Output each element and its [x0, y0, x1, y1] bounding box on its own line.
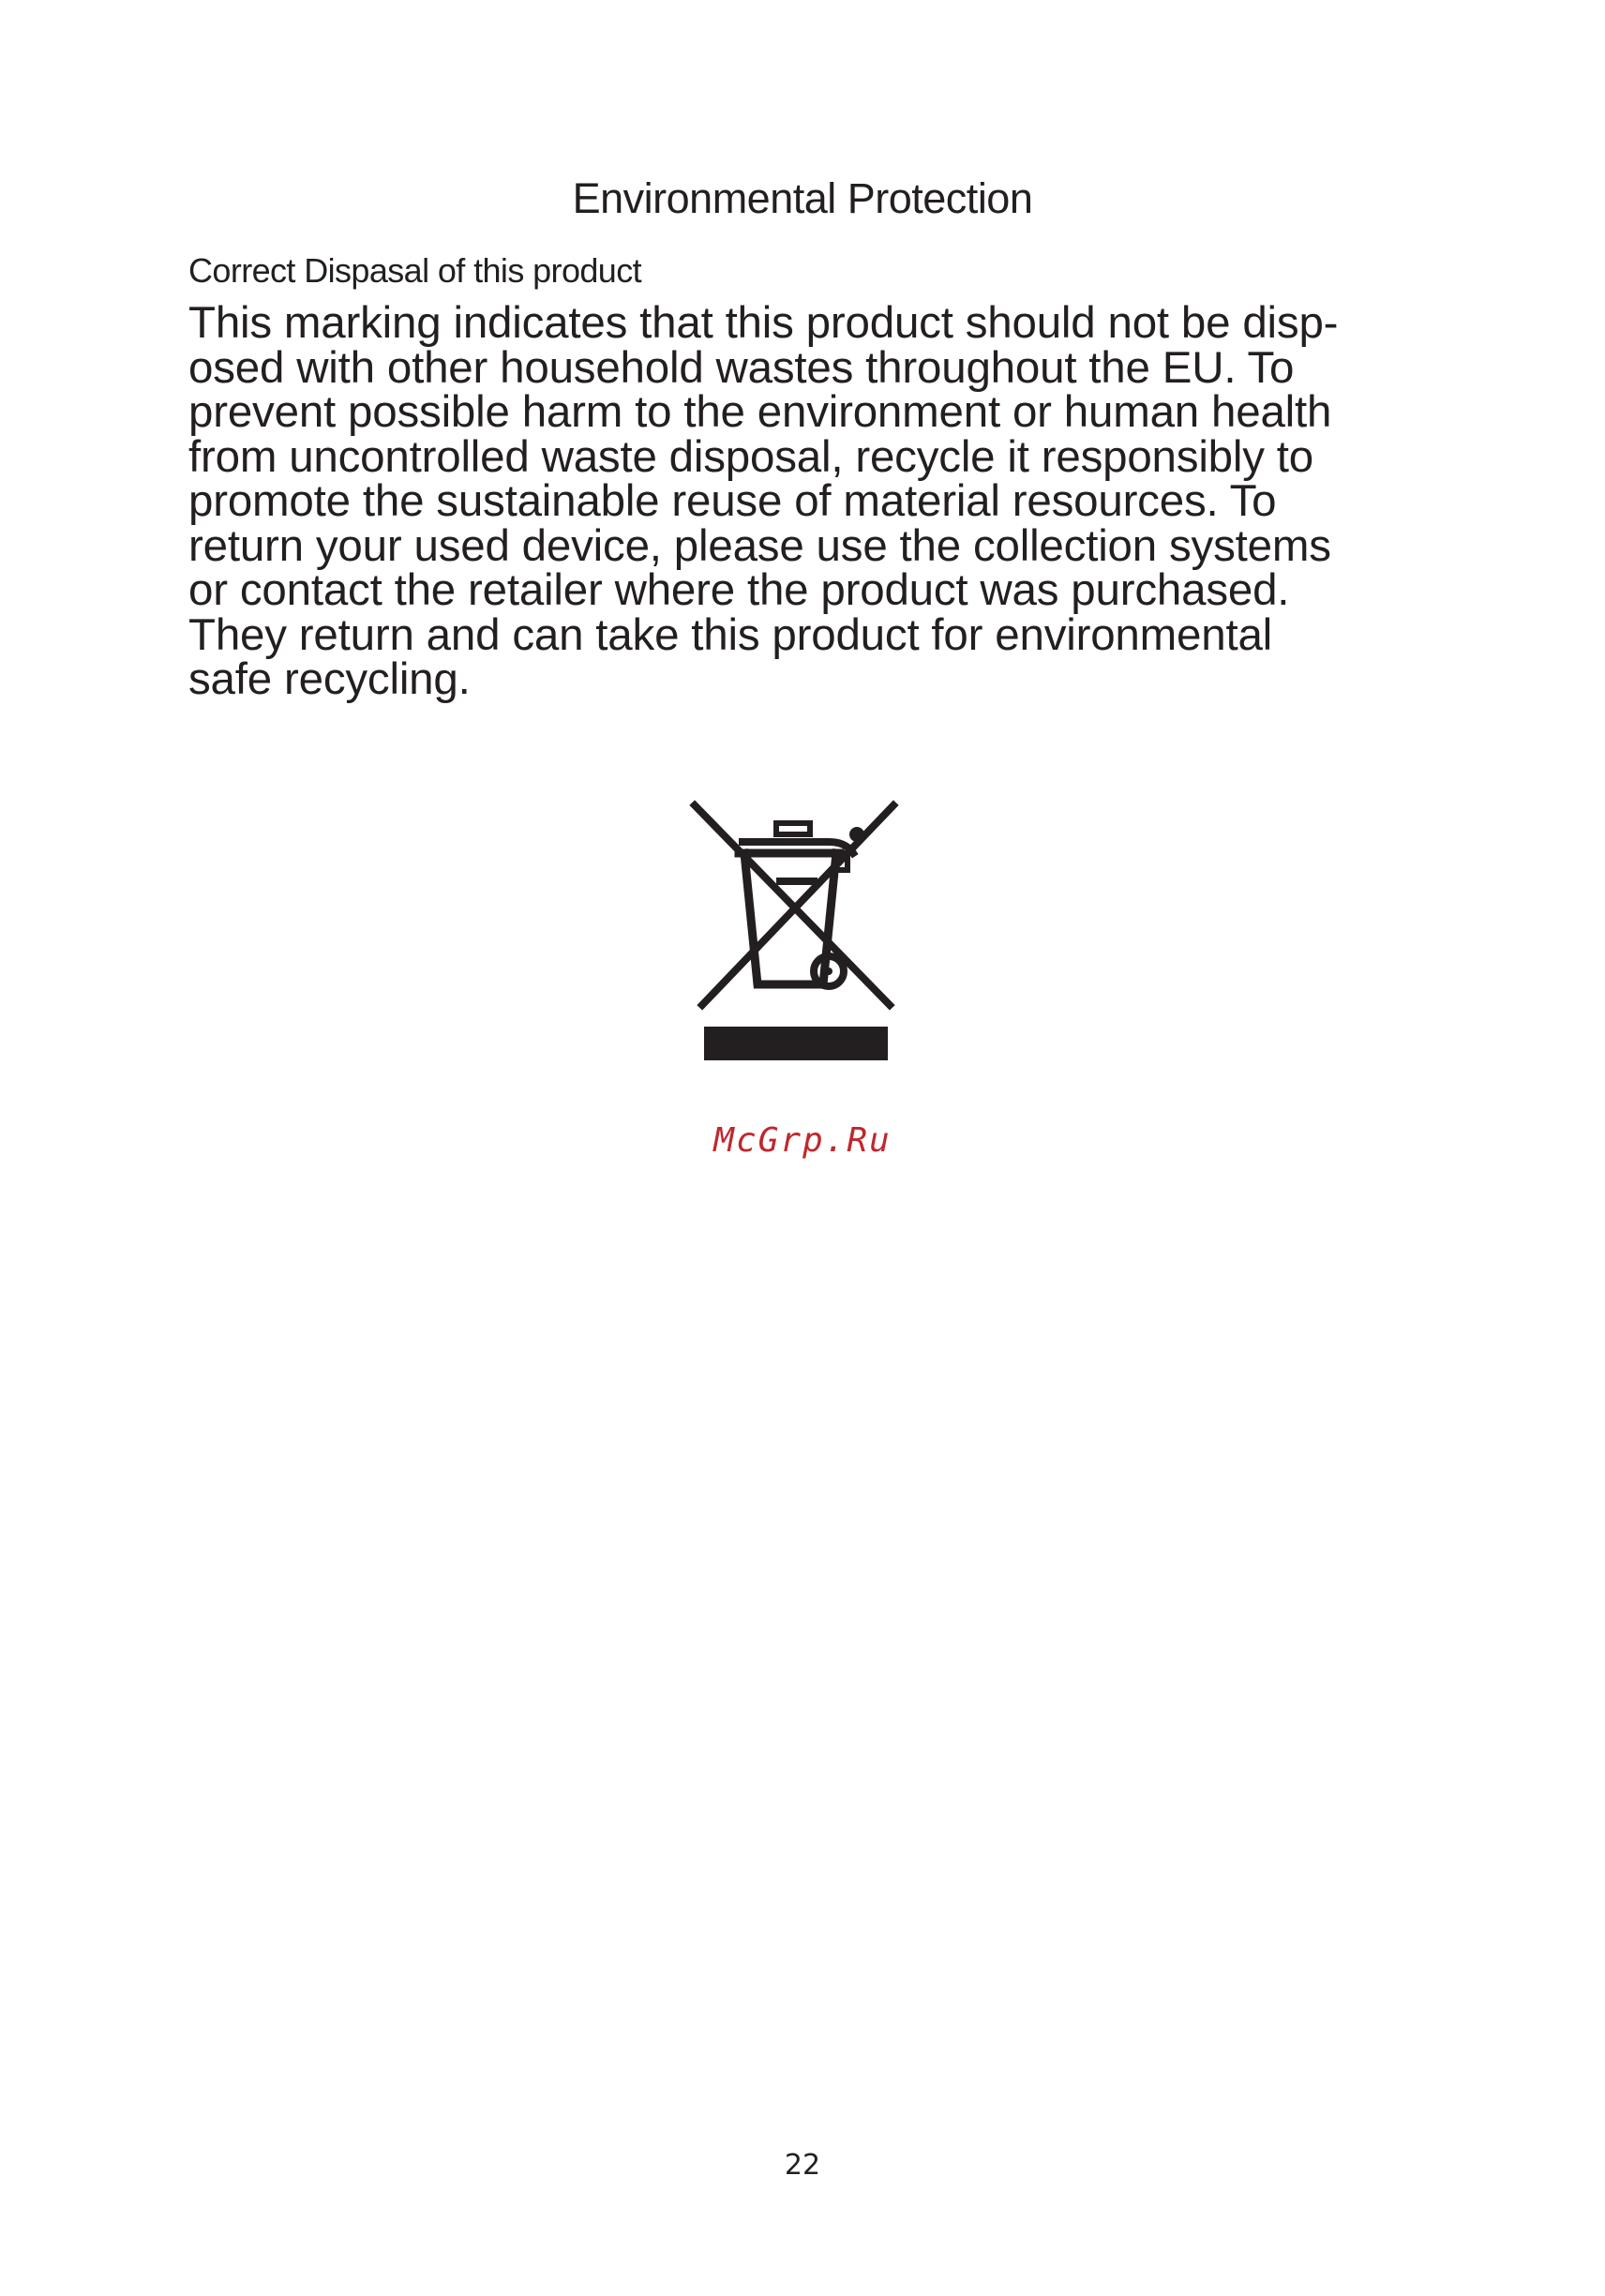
page-number: 22	[784, 2149, 821, 2182]
body-line: safe recycling.	[188, 654, 471, 704]
body-line: This marking indicates that this product should not be disp-	[188, 298, 1339, 348]
body-line: prevent possible harm to the environment or human health	[188, 387, 1332, 437]
section-heading: Correct Dispasal of this product	[188, 251, 642, 290]
watermark: McGrp.Ru	[713, 1121, 892, 1160]
body-line: return your used device, please use the collection systems	[188, 520, 1331, 571]
body-paragraph	[188, 298, 1407, 704]
page-title: Environmental Protection	[572, 174, 1033, 222]
crossed-out-wheelie-bin-icon	[686, 797, 902, 1064]
body-line: osed with other household wastes throughout the EU. To	[188, 342, 1295, 393]
body-line: from uncontrolled waste disposal, recycle it responsibly to	[188, 431, 1314, 482]
body-line: They return and can take this product for environmental	[188, 609, 1273, 660]
body-line: promote the sustainable reuse of material resources. To	[188, 476, 1277, 526]
body-line: or contact the retailer where the product was purchased.	[188, 565, 1290, 615]
